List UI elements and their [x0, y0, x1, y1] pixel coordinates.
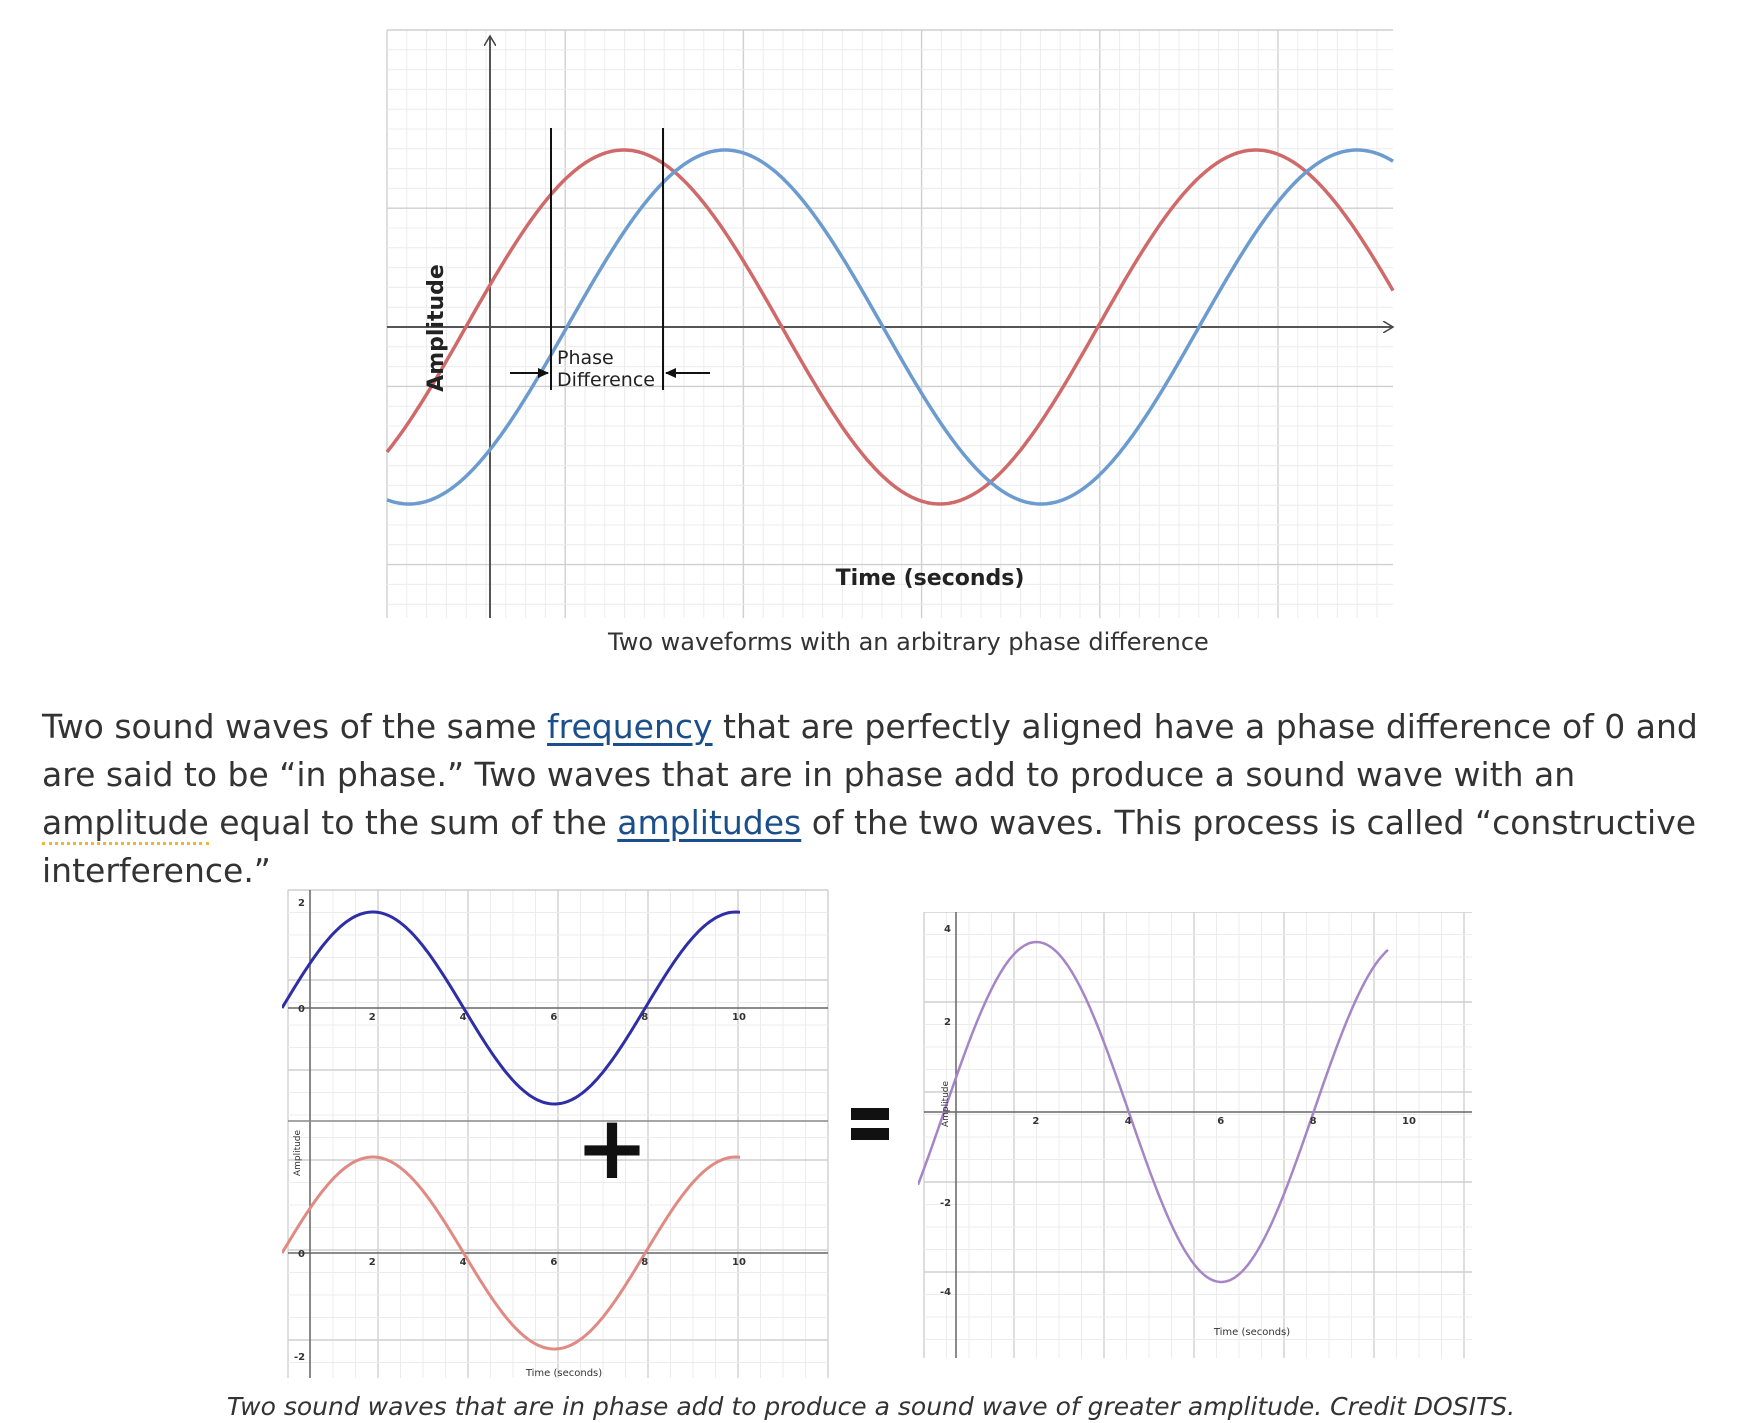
bottom-y-tick-neg2: -2: [294, 1352, 306, 1363]
x-tick-label: 6: [550, 1257, 558, 1268]
x-tick-label: 2: [1032, 1116, 1040, 1127]
phase-difference-chart: [385, 28, 1395, 624]
amplitudes-link[interactable]: amplitudes: [617, 803, 802, 842]
right-y-tick-neg2: -2: [940, 1198, 952, 1209]
chart-grid: [387, 30, 1393, 618]
right-y-axis-label: Amplitude: [941, 1080, 951, 1128]
right-y-tick-4: 4: [944, 924, 951, 935]
figure2-caption: Two sound waves that are in phase add to produce a sound wave of greater amplitude. Credit DOSITS.: [226, 1392, 1516, 1421]
phase-annotation-line2: Difference: [557, 369, 655, 391]
amplitude-glossary-term[interactable]: amplitude: [42, 803, 209, 845]
x-tick-label: 10: [732, 1012, 746, 1023]
bottom-y-tick-0: 0: [298, 1249, 305, 1260]
left-x-axis-label: Time (seconds): [525, 1368, 603, 1379]
figure1-caption: Two waveforms with an arbitrary phase difference: [608, 628, 1209, 656]
right-y-tick-2: 2: [944, 1017, 951, 1028]
paragraph-text-4: of the two waves. This process is called “constructive interference.”: [42, 803, 1697, 890]
x-tick-label: 8: [1309, 1116, 1317, 1127]
x-tick-label: 4: [1124, 1116, 1132, 1127]
frequency-link[interactable]: frequency: [547, 707, 713, 746]
chart-grid: [924, 912, 1472, 1358]
x-tick-label: 2: [368, 1257, 376, 1268]
in-phase-waves-chart: [282, 888, 830, 1380]
left-y-axis-label: Amplitude: [293, 1129, 303, 1177]
y-axis-label: Amplitude: [424, 264, 449, 392]
paragraph-text-1: Two sound waves of the same: [42, 707, 548, 746]
x-axis-label: Time (seconds): [835, 566, 1025, 591]
x-tick-label: 6: [1217, 1116, 1225, 1127]
paragraph-text-2: that are perfectly aligned have a phase difference of 0 and are said to be “in phase.” Two waves that are in phase add to produce a sound wave with an: [42, 707, 1698, 794]
paragraph-text-3: equal to the sum of the: [208, 803, 618, 842]
x-tick-label: 10: [732, 1257, 746, 1268]
x-tick-label: 2: [368, 1012, 376, 1023]
x-tick-label: 8: [641, 1012, 649, 1023]
x-tick-label: 6: [550, 1012, 558, 1023]
right-x-axis-label: Time (seconds): [1213, 1327, 1291, 1338]
chart-grid: [288, 890, 828, 1378]
x-tick-label: 10: [1402, 1116, 1416, 1127]
phase-annotation-line1: Phase: [557, 347, 614, 369]
top-y-tick-2: 2: [298, 898, 305, 909]
x-tick-label: 4: [459, 1257, 467, 1268]
constructive-interference-chart: [918, 912, 1474, 1360]
body-paragraph: [42, 703, 1702, 895]
x-tick-label: 8: [641, 1257, 649, 1268]
equals-sign: [851, 1108, 889, 1142]
plus-sign: +: [575, 1096, 649, 1199]
top-y-tick-0: 0: [298, 1004, 305, 1015]
x-tick-label: 4: [459, 1012, 467, 1023]
right-y-tick-neg4: -4: [940, 1287, 952, 1298]
